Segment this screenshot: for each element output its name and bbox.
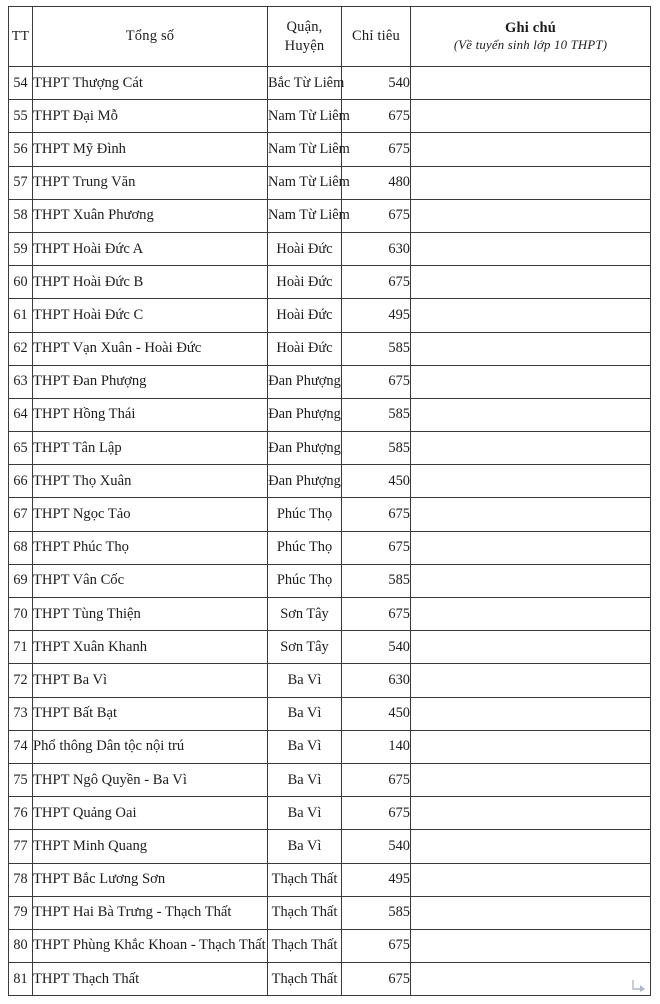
table-row [9,697,651,730]
cell-index: 69 [9,564,33,597]
cell-name: THPT Vạn Xuân - Hoài Đức [33,332,268,365]
cell-name: THPT Đại Mỗ [33,100,268,133]
cell-district: Đan Phượng [268,432,342,465]
cell-district: Nam Từ Liêm [268,100,342,133]
cell-note [411,365,651,398]
cell-note [411,664,651,697]
cell-index: 58 [9,199,33,232]
table-row [9,664,651,697]
cell-name: THPT Đan Phượng [33,365,268,398]
cell-district: Sơn Tây [268,598,342,631]
table-row [9,398,651,431]
column-header-district: Quận, Huyện [268,7,342,67]
document-page [8,6,650,994]
cell-district: Phúc Thọ [268,531,342,564]
cell-name: THPT Hoài Đức B [33,266,268,299]
cell-name: THPT Hoài Đức C [33,299,268,332]
cell-index: 80 [9,929,33,962]
cell-name: THPT Thọ Xuân [33,465,268,498]
cell-note [411,863,651,896]
cell-district: Ba Vì [268,830,342,863]
cell-district: Phúc Thọ [268,564,342,597]
cell-district: Hoài Đức [268,232,342,265]
cell-district: Hoài Đức [268,266,342,299]
cell-name: THPT Tùng Thiện [33,598,268,631]
table-row [9,365,651,398]
cell-quota: 495 [342,863,411,896]
table-row [9,133,651,166]
cell-name: THPT Hồng Thái [33,398,268,431]
cell-note [411,299,651,332]
cell-name: THPT Bất Bạt [33,697,268,730]
cell-district: Thạch Thất [268,863,342,896]
cell-note [411,797,651,830]
cell-name: THPT Minh Quang [33,830,268,863]
cell-note [411,133,651,166]
table-row [9,531,651,564]
cell-quota: 675 [342,266,411,299]
cell-note [411,896,651,929]
cell-quota: 450 [342,465,411,498]
cell-district: Hoài Đức [268,332,342,365]
table-row [9,730,651,763]
cell-note [411,631,651,664]
cell-index: 76 [9,797,33,830]
cell-district: Đan Phượng [268,365,342,398]
cell-note [411,67,651,100]
table-row [9,896,651,929]
table-row [9,797,651,830]
cell-index: 74 [9,730,33,763]
table-row [9,963,651,996]
table-header-row [9,7,651,67]
scan-artifact-mark [632,979,648,993]
cell-quota: 630 [342,232,411,265]
column-header-note [411,7,651,67]
cell-district: Bắc Từ Liêm [268,67,342,100]
cell-name: THPT Ba Vì [33,664,268,697]
cell-quota: 540 [342,631,411,664]
cell-index: 55 [9,100,33,133]
cell-quota: 675 [342,199,411,232]
cell-index: 67 [9,498,33,531]
cell-district: Ba Vì [268,763,342,796]
cell-quota: 675 [342,963,411,996]
column-header-note-title: Ghi chú [505,19,556,36]
table-row [9,332,651,365]
cell-name: THPT Tân Lập [33,432,268,465]
cell-quota: 675 [342,365,411,398]
cell-note [411,232,651,265]
column-header-quota: Chỉ tiêu [342,7,411,67]
column-header-name: Tổng số [33,7,268,67]
cell-district: Ba Vì [268,730,342,763]
cell-quota: 630 [342,664,411,697]
cell-district: Thạch Thất [268,896,342,929]
table-row [9,863,651,896]
table-row [9,465,651,498]
cell-name: THPT Xuân Khanh [33,631,268,664]
cell-index: 61 [9,299,33,332]
cell-note [411,564,651,597]
cell-quota: 585 [342,564,411,597]
cell-quota: 480 [342,166,411,199]
cell-note [411,465,651,498]
cell-district: Nam Từ Liêm [268,133,342,166]
table-row [9,67,651,100]
school-quota-table [8,6,651,996]
cell-index: 71 [9,631,33,664]
cell-quota: 675 [342,531,411,564]
cell-name: THPT Phúc Thọ [33,531,268,564]
cell-quota: 675 [342,797,411,830]
cell-quota: 540 [342,67,411,100]
table-row [9,598,651,631]
cell-quota: 450 [342,697,411,730]
table-row [9,498,651,531]
cell-note [411,100,651,133]
cell-quota: 585 [342,432,411,465]
cell-note [411,531,651,564]
cell-note [411,598,651,631]
cell-index: 62 [9,332,33,365]
cell-name: THPT Xuân Phương [33,199,268,232]
cell-note [411,963,651,996]
cell-district: Nam Từ Liêm [268,166,342,199]
cell-name: THPT Hai Bà Trưng - Thạch Thất [33,896,268,929]
table-row [9,266,651,299]
cell-index: 64 [9,398,33,431]
cell-name: THPT Quảng Oai [33,797,268,830]
cell-quota: 540 [342,830,411,863]
cell-index: 73 [9,697,33,730]
cell-quota: 585 [342,332,411,365]
cell-index: 77 [9,830,33,863]
table-row [9,830,651,863]
cell-index: 57 [9,166,33,199]
cell-name: THPT Trung Văn [33,166,268,199]
cell-name: Phổ thông Dân tộc nội trú [33,730,268,763]
column-header-note-subtitle: (Về tuyển sinh lớp 10 THPT) [453,38,608,53]
cell-index: 79 [9,896,33,929]
cell-quota: 675 [342,598,411,631]
table-row [9,166,651,199]
cell-index: 56 [9,133,33,166]
cell-district: Sơn Tây [268,631,342,664]
cell-index: 60 [9,266,33,299]
cell-name: THPT Ngô Quyền - Ba Vì [33,763,268,796]
cell-note [411,199,651,232]
cell-index: 78 [9,863,33,896]
cell-index: 65 [9,432,33,465]
cell-index: 75 [9,763,33,796]
cell-district: Phúc Thọ [268,498,342,531]
cell-district: Nam Từ Liêm [268,199,342,232]
cell-quota: 585 [342,398,411,431]
column-header-index: TT [9,7,33,67]
cell-quota: 585 [342,896,411,929]
table-body [9,67,651,996]
cell-district: Đan Phượng [268,465,342,498]
cell-index: 63 [9,365,33,398]
cell-district: Ba Vì [268,664,342,697]
cell-name: THPT Thạch Thất [33,963,268,996]
cell-name: THPT Mỹ Đình [33,133,268,166]
cell-note [411,266,651,299]
table-row [9,199,651,232]
cell-name: THPT Phùng Khắc Khoan - Thạch Thất [33,929,268,962]
cell-index: 70 [9,598,33,631]
table-header [9,7,651,67]
cell-note [411,697,651,730]
cell-district: Hoài Đức [268,299,342,332]
cell-name: THPT Bắc Lương Sơn [33,863,268,896]
table-row [9,100,651,133]
cell-quota: 675 [342,498,411,531]
cell-district: Thạch Thất [268,929,342,962]
table-row [9,232,651,265]
cell-district: Thạch Thất [268,963,342,996]
cell-note [411,929,651,962]
cell-note [411,332,651,365]
cell-quota: 495 [342,299,411,332]
cell-note [411,398,651,431]
table-row [9,631,651,664]
cell-index: 54 [9,67,33,100]
table-row [9,299,651,332]
cell-note [411,166,651,199]
table-row [9,564,651,597]
cell-index: 72 [9,664,33,697]
cell-note [411,830,651,863]
cell-name: THPT Hoài Đức A [33,232,268,265]
table-row [9,432,651,465]
cell-note [411,763,651,796]
cell-name: THPT Thượng Cát [33,67,268,100]
cell-index: 81 [9,963,33,996]
cell-district: Ba Vì [268,797,342,830]
cell-index: 66 [9,465,33,498]
cell-quota: 675 [342,100,411,133]
table-row [9,929,651,962]
cell-note [411,730,651,763]
table-row [9,763,651,796]
cell-note [411,432,651,465]
cell-district: Ba Vì [268,697,342,730]
cell-index: 59 [9,232,33,265]
cell-quota: 675 [342,763,411,796]
cell-quota: 140 [342,730,411,763]
cell-index: 68 [9,531,33,564]
cell-district: Đan Phượng [268,398,342,431]
cell-name: THPT Vân Cốc [33,564,268,597]
cell-name: THPT Ngọc Tảo [33,498,268,531]
cell-note [411,498,651,531]
cell-quota: 675 [342,133,411,166]
cell-quota: 675 [342,929,411,962]
